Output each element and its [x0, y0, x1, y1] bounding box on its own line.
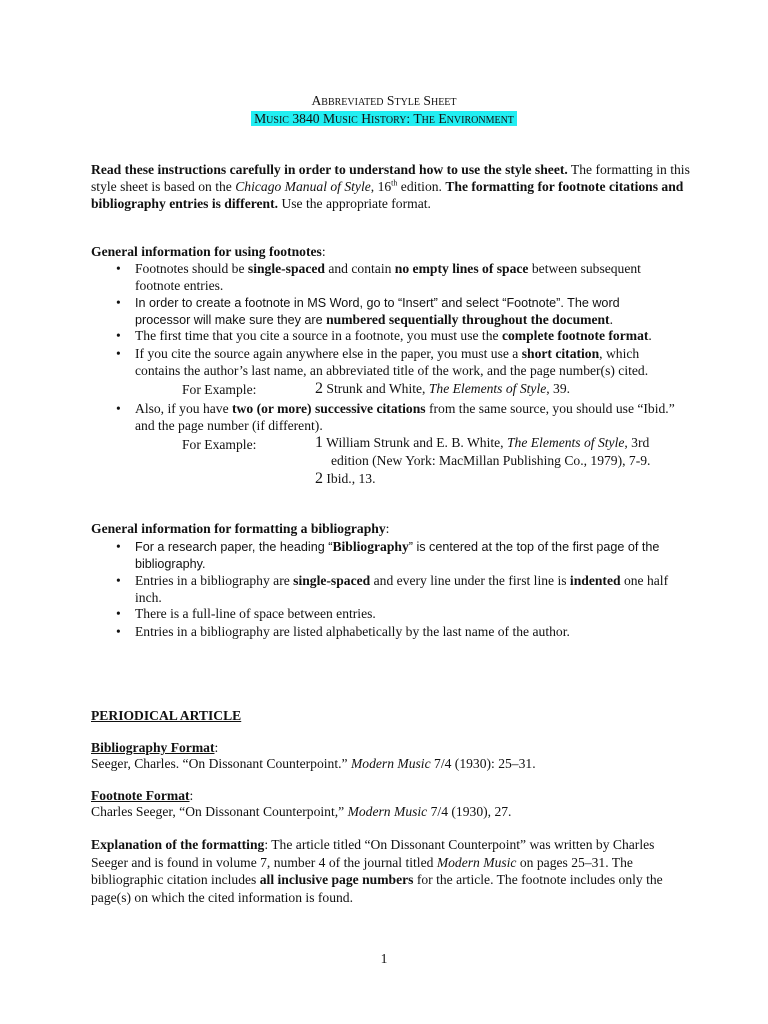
bibliography-bullet-4: Entries in a bibliography are listed alphabetically by the last name of the author. [135, 624, 570, 639]
bibliography-bullet-1: For a research paper, the heading “Bibliography” is centered at the top of the first page of the bibliography. [135, 539, 660, 571]
bullet-glyph: • [116, 606, 121, 621]
bibliography-bullet-2: Entries in a bibliography are single-spaced and every line under the first line is indented one half inch. [135, 573, 669, 605]
full-citation-example-line2: edition (New York: MacMillan Publishing Co., 1979), 7-9. [331, 453, 651, 468]
bullet-glyph: • [116, 573, 121, 588]
page-number: 1 [380, 951, 388, 966]
periodical-heading: PERIODICAL ARTICLE [91, 708, 242, 723]
bullet-glyph: • [116, 328, 121, 343]
course-title [0, 111, 768, 127]
bullet-glyph: • [116, 539, 121, 554]
example-label: For Example: [182, 437, 257, 452]
footnote-format-example: Charles Seeger, “On Dissonant Counterpoint,” Modern Music 7/4 (1930), 27. [91, 804, 512, 819]
footnote-bullet-3: The first time that you cite a source in a footnote, you must use the complete footnote format. [135, 328, 652, 343]
ibid-example: 2 Ibid., 13. [315, 470, 376, 487]
bibliography-format-example: Seeger, Charles. “On Dissonant Counterpoint.” Modern Music 7/4 (1930): 25–31. [91, 756, 536, 771]
bibliography-format-heading: Bibliography Format: [91, 740, 219, 755]
bullet-glyph: • [116, 401, 121, 416]
bullet-glyph: • [116, 346, 121, 361]
footnote-bullet-2: In order to create a footnote in MS Word, go to “Insert” and select “Footnote”. The word processor will make sure they are numbered sequentially throughout the document. [135, 296, 620, 327]
footnote-bullet-4: If you cite the source again anywhere else in the paper, you must use a short citation, which contains the author’s last name, an abbreviated title of the work, and the page number(s) cited. [135, 346, 649, 378]
footnote-format-heading: Footnote Format: [91, 788, 194, 803]
intro-paragraph: Read these instructions carefully in order to understand how to use the style sheet. The formatting in this style sheet is based on the Chicago Manual of Style, 16th edition. The formatting for footnote citations and bibliography entries is different. Use the appropriate format. [91, 162, 690, 211]
bibliography-bullet-3: There is a full-line of space between entries. [135, 606, 376, 621]
bullet-glyph: • [116, 624, 121, 639]
full-citation-example: 1 William Strunk and E. B. White, The Elements of Style, 3rd [315, 434, 650, 451]
footnote-bullet-5: Also, if you have two (or more) successive citations from the same source, you should use “Ibid.” and the page number (if different). [135, 401, 675, 433]
course-title-highlight: Music 3840 Music History: The Environment [251, 111, 517, 126]
formatting-explanation: Explanation of the formatting: The article titled “On Dissonant Counterpoint” was written by Charles Seeger and is found in volume 7, number 4 of the journal titled Modern Music on pages 25–31. The bibliographic citation includes all inclusive page numbers for the article. The footnote includes only the page(s) on which the cited information is found. [91, 837, 663, 905]
bullet-glyph: • [116, 261, 121, 276]
document-title: Abbreviated Style Sheet [311, 93, 457, 108]
bibliography-heading: General information for formatting a bibliography: [91, 521, 390, 536]
bullet-glyph: • [116, 295, 121, 310]
short-citation-example: 2 Strunk and White, The Elements of Style, 39. [315, 380, 571, 397]
example-label: For Example: [182, 382, 257, 397]
footnotes-heading: General information for using footnotes: [91, 244, 326, 259]
footnote-bullet-1: Footnotes should be single-spaced and contain no empty lines of space between subsequent footnote entries. [135, 261, 641, 293]
